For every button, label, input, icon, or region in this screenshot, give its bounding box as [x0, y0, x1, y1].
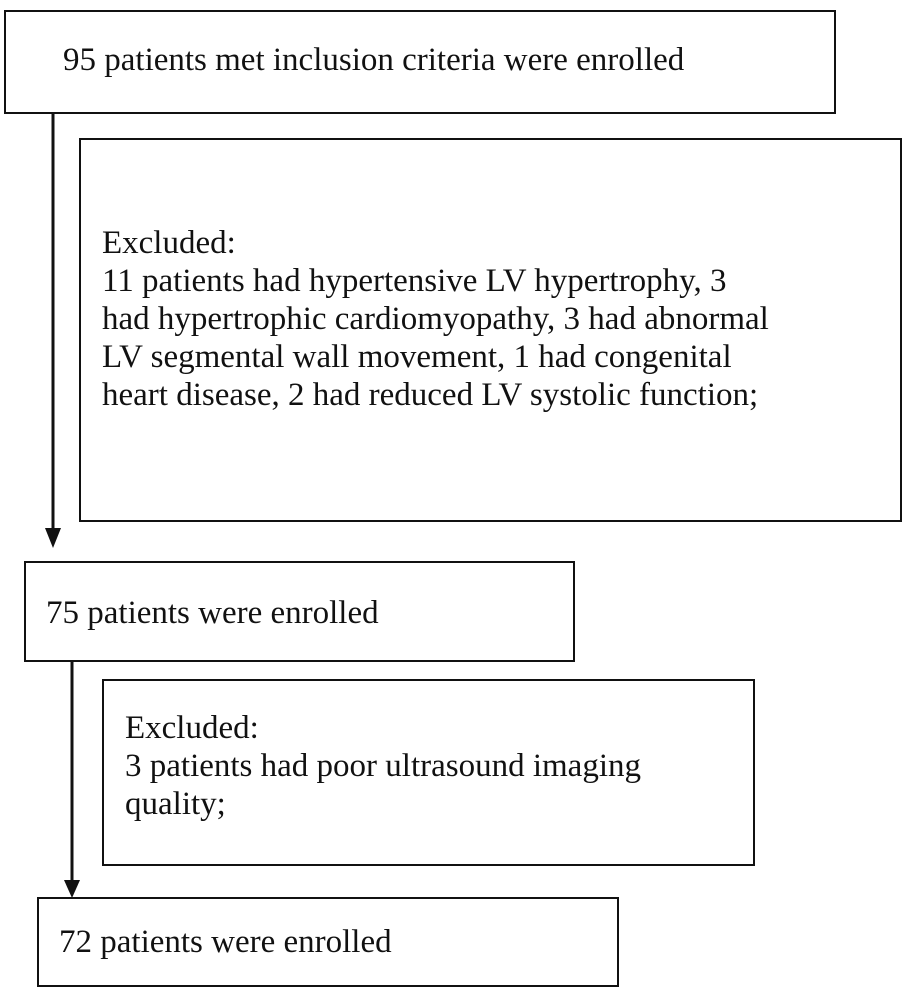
- exclusion-1-line: LV segmental wall movement, 1 had congenital: [102, 339, 732, 375]
- exclusion-2-line: quality;: [125, 786, 226, 822]
- exclusion-2-text: [125, 709, 641, 823]
- step-1-box: [4, 10, 836, 114]
- arrowhead-1: [45, 528, 61, 548]
- arrowhead-2: [64, 880, 80, 898]
- exclusion-1-box: [79, 138, 902, 522]
- exclusion-1-line: 11 patients had hypertensive LV hypertrophy, 3: [102, 263, 727, 299]
- step-1-text: 95 patients met inclusion criteria were enrolled: [63, 42, 685, 78]
- exclusion-2-line: 3 patients had poor ultrasound imaging: [125, 748, 641, 784]
- exclusion-1-heading: Excluded:: [102, 225, 236, 261]
- step-2-box: [24, 561, 575, 662]
- exclusion-1-line: had hypertrophic cardiomyopathy, 3 had abnormal: [102, 301, 769, 337]
- step-2-text: 75 patients were enrolled: [46, 595, 379, 631]
- exclusion-1-line: heart disease, 2 had reduced LV systolic function;: [102, 377, 759, 413]
- step-3-text: 72 patients were enrolled: [59, 924, 392, 960]
- exclusion-2-heading: Excluded:: [125, 710, 259, 746]
- exclusion-1-text: [102, 224, 769, 414]
- step-3-box: [37, 897, 619, 987]
- exclusion-2-box: [102, 679, 755, 866]
